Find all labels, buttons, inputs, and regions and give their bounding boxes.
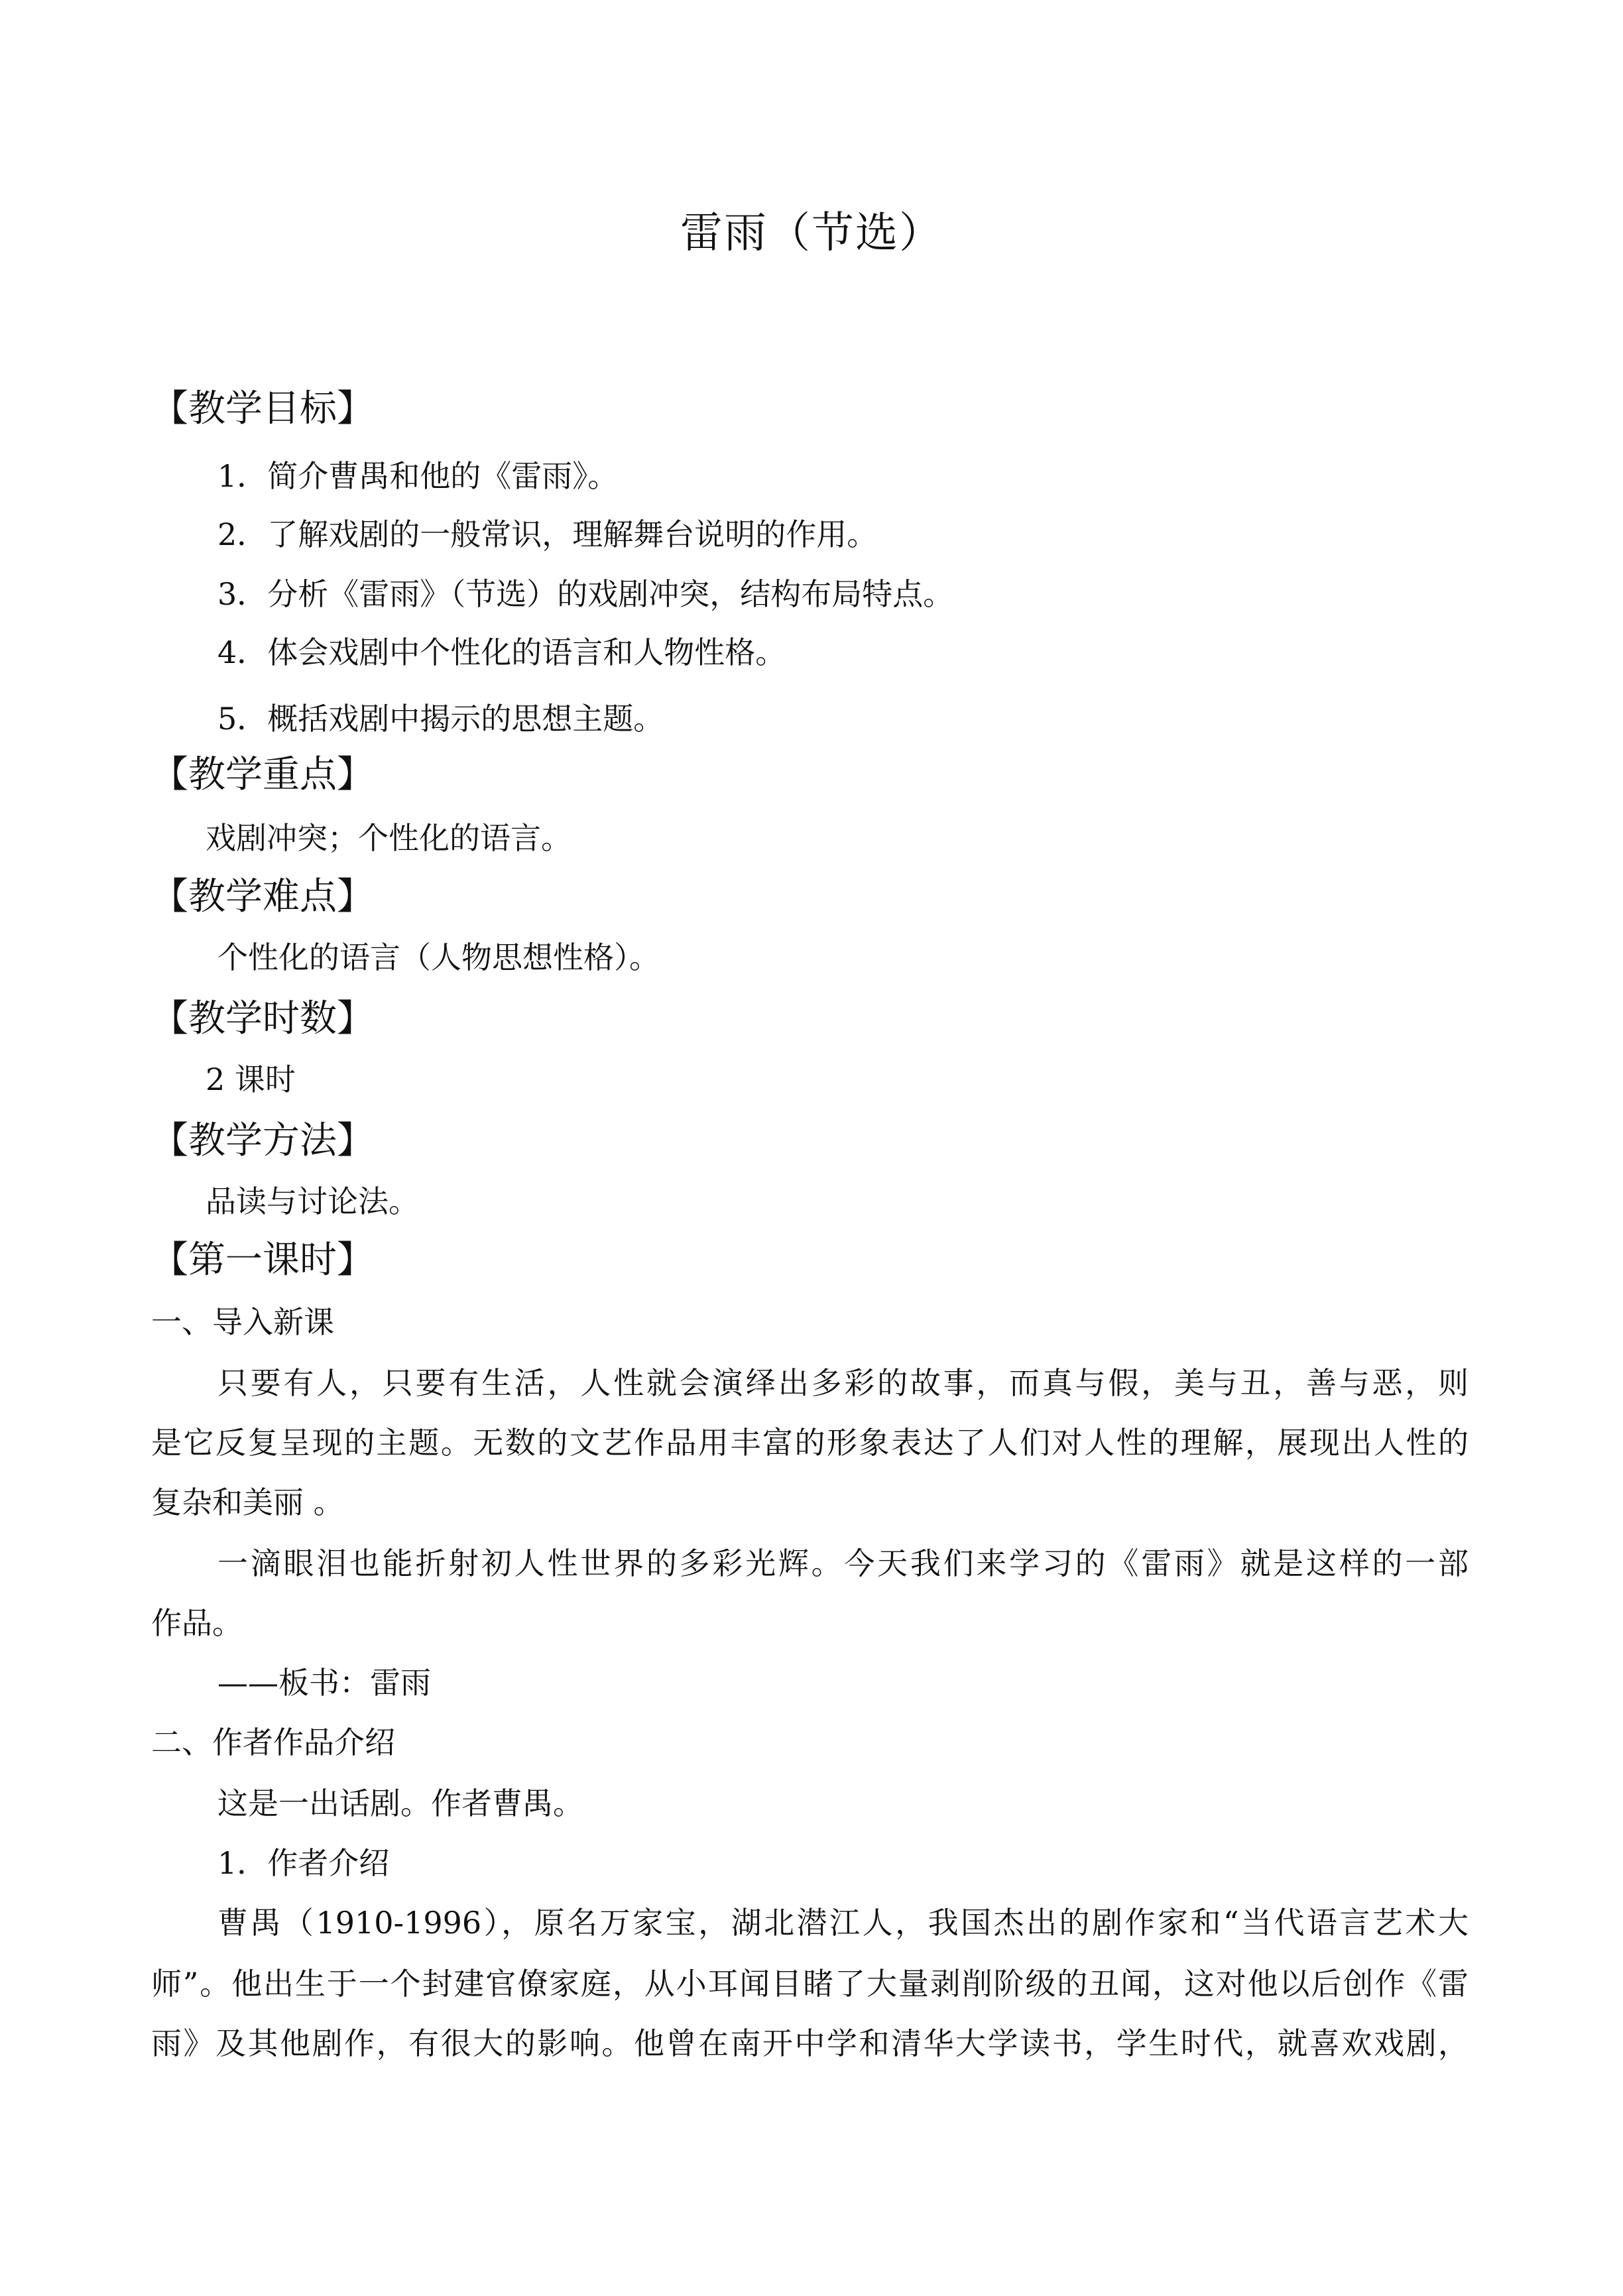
board-writing: ——板书：雷雨 <box>217 1665 431 1701</box>
section1-paragraph1-line2: 是它反复呈现的主题。无数的文艺作品用丰富的形象表达了人们对人性的理解，展现出人性的 <box>151 1425 1469 1461</box>
section1-heading: 一、导入新课 <box>151 1304 334 1340</box>
key-points-heading: 【教学重点】 <box>151 753 374 796</box>
document-title: 雷雨（节选） <box>680 209 943 258</box>
section1-paragraph2-line1: 一滴眼泪也能折射初人性世界的多彩光辉。今天我们来学习的《雷雨》就是这样的一部 <box>217 1545 1469 1581</box>
objective-item-5: 5．概括戏剧中揭示的思想主题。 <box>217 701 664 737</box>
methods-text: 品读与讨论法。 <box>206 1183 419 1219</box>
section2-paragraph-line3: 雨》及其他剧作，有很大的影响。他曾在南开中学和清华大学读书，学生时代，就喜欢戏剧， <box>151 2025 1469 2061</box>
key-points-text: 戏剧冲突；个性化的语言。 <box>206 820 571 856</box>
first-lesson-heading: 【第一课时】 <box>151 1239 374 1282</box>
objective-item-2: 2．了解戏剧的一般常识，理解舞台说明的作用。 <box>217 516 878 552</box>
section2-paragraph-line1: 曹禺（1910-1996），原名万家宝，湖北潜江人，我国杰出的剧作家和“当代语言艺术大 <box>217 1905 1469 1941</box>
hours-heading: 【教学时数】 <box>151 997 374 1040</box>
section2-intro: 这是一出话剧。作者曹禺。 <box>217 1785 583 1821</box>
section2-subheading-author: 1．作者介绍 <box>217 1845 390 1881</box>
objectives-heading: 【教学目标】 <box>151 387 374 430</box>
section2-paragraph-line2: 师”。他出生于一个封建官僚家庭，从小耳闻目睹了大量剥削阶级的丑闻，这对他以后创作《雷 <box>151 1966 1469 2002</box>
difficulties-text: 个性化的语言（人物思想性格）。 <box>217 939 660 975</box>
section2-heading: 二、作者作品介绍 <box>151 1724 395 1760</box>
section1-paragraph2-line2: 作品。 <box>151 1605 243 1641</box>
objective-item-1: 1．简介曹禺和他的《雷雨》。 <box>217 458 619 494</box>
methods-heading: 【教学方法】 <box>151 1119 374 1162</box>
difficulties-heading: 【教学难点】 <box>151 875 374 918</box>
hours-text: 2 课时 <box>206 1061 296 1097</box>
section1-paragraph1-line1: 只要有人，只要有生活，人性就会演绎出多彩的故事，而真与假，美与丑，善与恶，则 <box>217 1365 1469 1401</box>
objective-item-3: 3．分析《雷雨》（节选）的戏剧冲突，结构布局特点。 <box>217 576 954 612</box>
objective-item-4: 4．体会戏剧中个性化的语言和人物性格。 <box>217 634 786 670</box>
section1-paragraph1-line3: 复杂和美丽 。 <box>151 1484 344 1520</box>
